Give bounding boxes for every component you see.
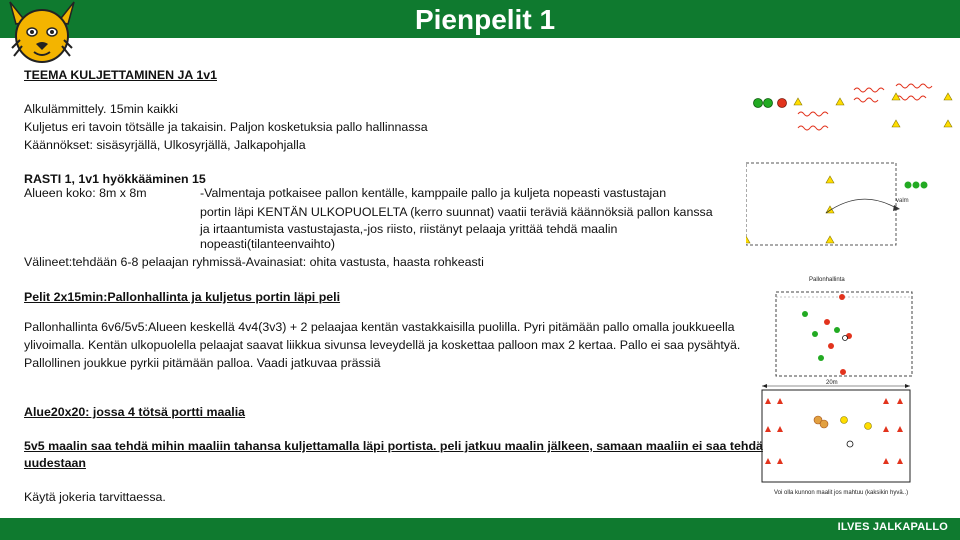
coach-label: valm — [896, 198, 909, 204]
player-green — [818, 355, 824, 361]
field-area — [776, 292, 912, 376]
cone-yellow — [826, 236, 834, 243]
station-diagram — [746, 78, 960, 248]
ball-icon — [847, 441, 853, 447]
warmup-line-1: Alkulämmittely. 15min kaikki — [24, 102, 179, 116]
alue-heading: Alue20x20: jossa 4 tötsä portti maalia — [24, 405, 246, 419]
lynx-logo-icon — [6, 0, 78, 72]
station-desc-2: portin läpi KENTÄN ULKOPUOLELTA (kerro suunnat) vaatii teräviä käännöksiä pallon kanssa — [200, 205, 713, 219]
warmup-line-3: Käännökset: sisäsyrjällä, Ulkosyrjällä, Jalkapohjalla — [24, 138, 306, 152]
cone-red — [777, 458, 783, 464]
cone-yellow — [746, 236, 750, 243]
station-desc-4: nopeasti(tilanteenvaihto) — [200, 237, 336, 251]
field-area — [746, 163, 896, 245]
dribble-path-icon — [798, 126, 828, 130]
station-desc-3: ja irtaantumista vastustajasta,-jos riisto, riistänyt pelaaja yrittää tehdä maalin — [200, 222, 618, 236]
player-red — [828, 343, 834, 349]
games-line-2: ylivoimalla. Kentän ulkopuolella pelaajat saavat liikkua sivunsa leveydellä ja koskettaa palloon max 2 kertaa. Pallo ei saa pysähtyä. — [24, 338, 741, 352]
games-line-3: Pallollinen joukkue pyrkii pitämään palloa. Vaadi jatkuvaa prässiä — [24, 356, 381, 370]
distance-label: 20m — [826, 380, 838, 386]
cone-red — [883, 398, 889, 404]
station-desc-1: -Valmentaja potkaisee pallon kentälle, kamppaile pallo ja kuljeta nopeasti vastustajan — [200, 186, 667, 200]
cone-red — [897, 458, 903, 464]
player-yellow — [865, 423, 872, 430]
dribble-path-icon — [896, 96, 926, 100]
warmup-line-2: Kuljetus eri tavoin tötsälle ja takaisin. Paljon kosketuksia pallo hallinnassa — [24, 120, 428, 134]
dribble-path-icon — [896, 84, 932, 88]
station-area: Alueen koko: 8m x 8m — [24, 186, 147, 200]
ball-control-label: Pallonhallinta — [809, 277, 845, 283]
joker-note: Käytä jokeria tarvittaessa. — [24, 490, 166, 504]
player-green — [905, 182, 912, 189]
cone-red — [777, 426, 783, 432]
theme-heading: TEEMA KULJETTAMINEN JA 1v1 — [24, 68, 217, 82]
station-heading: RASTI 1, 1v1 hyökkääminen 15 — [24, 172, 206, 186]
cone-red — [765, 398, 771, 404]
cone-yellow — [944, 93, 952, 100]
diagram-caption: Voi olla kunnon maalit jos mahtuu (kaksikin hyvä..) — [774, 490, 909, 496]
cone-yellow — [892, 120, 900, 127]
footer-bar — [0, 518, 960, 540]
player-green — [754, 99, 763, 108]
cone-red — [883, 426, 889, 432]
dribble-path-icon — [854, 98, 878, 102]
games-line-1: Pallonhallinta 6v6/5v5:Alueen keskellä 4v4(3v3) + 2 pelaajaa kentän vastakkaisilla puolilla. Pyri pitämään pallo omalla joukkueella — [24, 320, 735, 334]
cone-red — [897, 426, 903, 432]
player-red — [824, 319, 830, 325]
ball-icon — [843, 336, 848, 341]
cone-yellow — [836, 98, 844, 105]
player-green — [834, 327, 840, 333]
player-red — [839, 294, 845, 300]
cone-yellow — [944, 120, 952, 127]
cone-red — [883, 458, 889, 464]
alue-rule-line-2: uudestaan — [24, 456, 86, 470]
player-green — [802, 311, 808, 317]
footer-brand: ILVES JALKAPALLO — [837, 521, 948, 533]
station-equipment: Välineet:tehdään 6-8 pelaajan ryhmissä-Avainasiat: ohita vastusta, haasta rohkeasti — [24, 255, 484, 269]
page-title: Pienpelit 1 — [414, 4, 556, 35]
player-orange — [820, 420, 828, 428]
cone-red — [765, 426, 771, 432]
player-yellow — [841, 417, 848, 424]
player-green — [921, 182, 928, 189]
cone-red — [777, 398, 783, 404]
dribble-path-icon — [798, 112, 828, 116]
player-green — [913, 182, 920, 189]
ball-control-diagram — [775, 272, 915, 378]
small-goals-diagram — [760, 376, 930, 498]
dribble-path-icon — [854, 88, 884, 92]
cone-red — [897, 398, 903, 404]
games-heading: Pelit 2x15min:Pallonhallinta ja kuljetus portin läpi peli — [24, 290, 341, 304]
cone-yellow — [826, 176, 834, 183]
player-green — [764, 99, 773, 108]
alue-rule-line-1: 5v5 maalin saa tehdä mihin maaliin tahansa kuljettamalla läpi portista. peli jatkuu maalin jälkeen, samaan maaliin ei saa tehdä — [24, 439, 763, 453]
player-red — [778, 99, 787, 108]
cone-yellow — [794, 98, 802, 105]
cone-red — [765, 458, 771, 464]
player-green — [812, 331, 818, 337]
player-red — [840, 369, 846, 375]
pass-arrow-icon — [826, 199, 896, 213]
